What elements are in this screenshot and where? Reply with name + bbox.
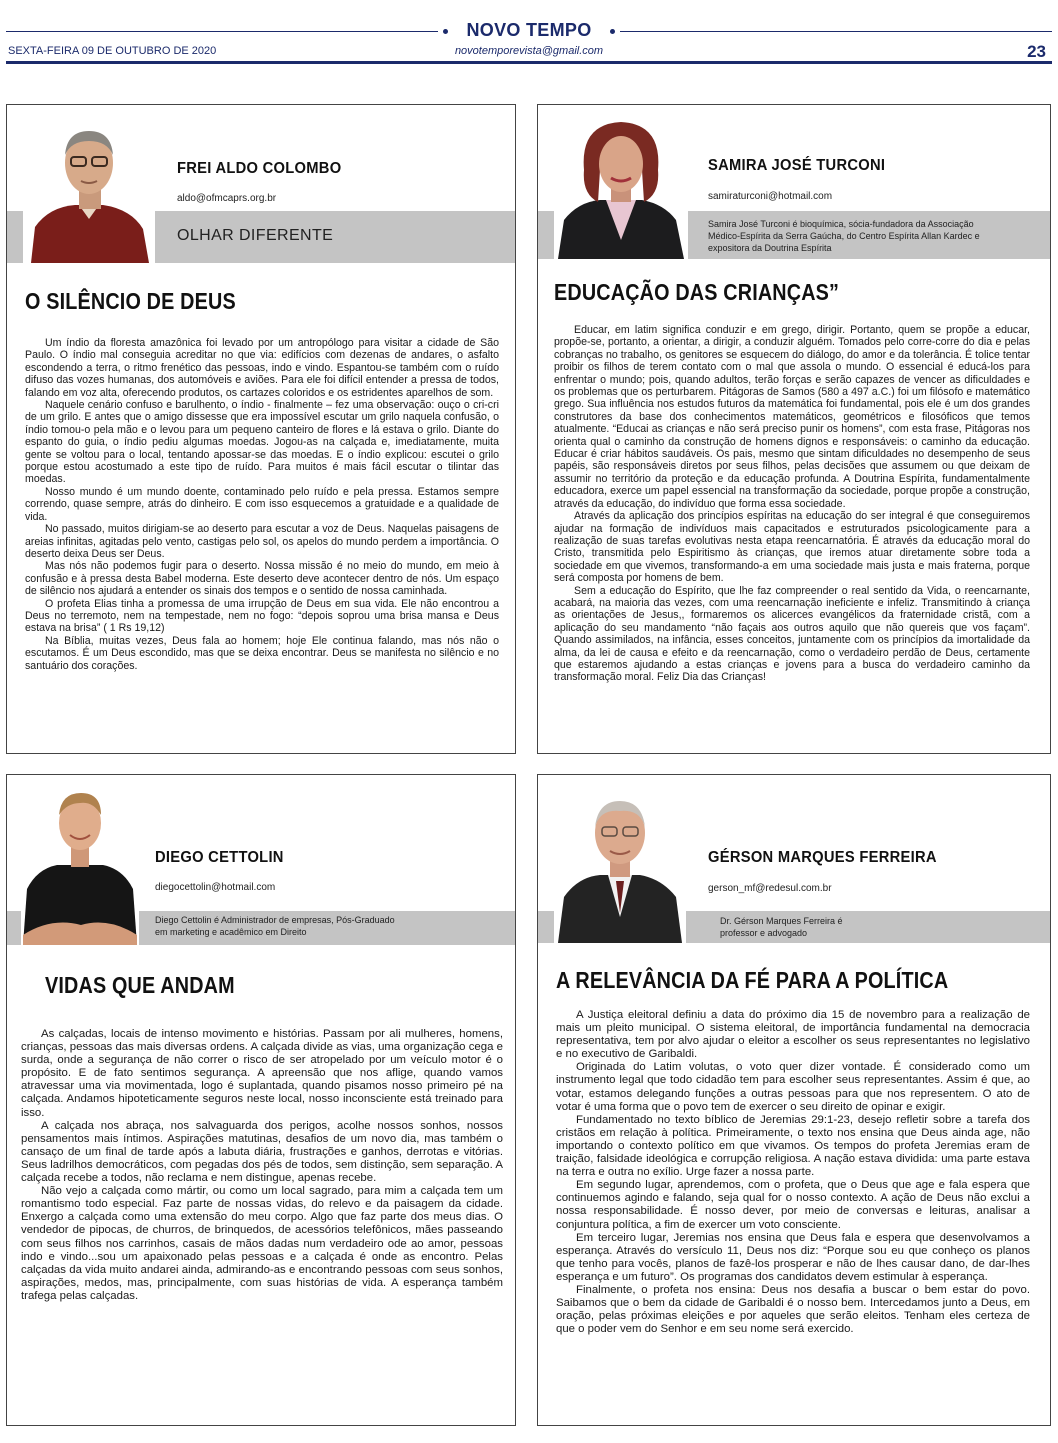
paragraph: Naquele cenário confuso e barulhento, o índio - finalmente – fez uma observação: ouço o cri-cri de um grilo. E antes que o amigo dissesse que era impossível escutar um grilo naquela confusão, o índio tomou-o pela mão e o levou para um pequeno canteiro de flores e lá estava o grilo. Diante do espanto do guia, o índio pediu algumas moedas. Jogou-as na calçada e, imediatamente, muita gente se voltou para o local, tentando apossar-se das moedas. E o índio explicou: escutei o grilo porque estou acostumado a este tipo de ruído. Para muitos é mais fácil escutar o tilintar das moedas. [25,399,499,486]
publication-title: NOVO TEMPO [462,20,595,40]
paragraph: As calçadas, locais de intenso movimento e histórias. Passam por ali mulheres, homens, crianças, pessoas das mais diversas ordens. A calçada divide as vias, uma organização cega e surda, onde a segurança de não correr o risco de ser atropelado por um veículo motor é o propósito. E de fato sentimos segurança. A apreensão que nos aflige, quando vamos atravessar uma via movimentada, logo é suplantada, quando pisamos nosso primeiro pé na calçada. Andamos hipoteticamente seguros neste local, nosso inconsciente está treinado para isso. [21,1028,503,1119]
article-headline: EDUCAÇÃO DAS CRIANÇAS” [554,279,840,305]
paragraph: Em terceiro lugar, Jeremias nos ensina que Deus fala e espera que desenvolvamos a esperança. Através do versículo 11, Deus nos diz: “Porque sou eu que conheço os planos que tenho para vocês, planos de fazê-los prosperar e não de lhes causar dano, de dar-lhes esperança e um futuro”. Os programas dos candidatos devem estimular à esperança. [556,1231,1030,1283]
author-name: FREI ALDO COLOMBO [177,160,342,177]
paragraph: Através da aplicação dos princípios espíritas na educação do ser integral é que conseguiremos ajudar na formação de indivíduos mais capacitados e estruturados psicologicamente para a realização de suas tarefas evolutivas nesta etapa reencarnatória. É através da educação moral do Cristo, transmitida pelo Espiritismo às crianças, que iremos atuar diretamente sobre toda a sociedade em que vivemos, transformando-a em uma sociedade mais justa e mais fraterna, porque será composta por homens de bem. [554,510,1030,585]
article-relevancia-da-fe [537,774,1051,1426]
article-headline: O SILÊNCIO DE DEUS [25,288,236,314]
paragraph: Não vejo a calçada como mártir, ou como um local sagrado, para mim a calçada tem um romantismo todo especial. Faz parte de nossas vidas, do relevo e da paisagem da cidade. Enxergo a calçada como uma extensão do meu corpo. Algo que faz parte dos meus dias. O vendedor de pipocas, de churros, de brinquedos, de acessórios telefônicos, mães passeando com seus filhos nos carrinhos, casais de mãos dadas num verdadeiro ode ao amor, pessoas indo e vindo...sou um apaixonado pelas pessoas e a calçada é onde as encontro. Pelas calçadas da vida muito andarei ainda, admirando-as e encontrando pessoas com seus sonhos, aspirações, medos, mas, principalmente, com suas histórias de vida. A esperança também trafega pelas calçadas. [21,1185,503,1302]
author-photo [554,787,686,943]
bullet-icon [443,29,448,34]
paragraph: Finalmente, o profeta nos ensina: Deus nos desafia a buscar o bem estar do povo. Saibamos que o bem da cidade de Garibaldi é o nosso bem. Intercedamos junto a Deus, em oração, pelas próximas eleições e por aqueles que serão eleitos. Tenham eles certeza de que o poder vem do Senhor e em seu nome será exercido. [556,1283,1030,1336]
article-educacao-das-criancas [537,104,1051,754]
author-bio: Diego Cettolin é Administrador de empresas, Pós-Graduado em marketing e acadêmico em Direito [155,915,395,937]
paragraph: Sem a educação do Espírito, que lhe faz compreender o real sentido da Vida, o reencarnante, acabará, na maioria das vezes, com uma reencarnação ineficiente e infeliz. Transmitindo à criança as orientações de Jesus,, formaremos os alicerces evangélicos da fraternidade cristã, com a aplicação do seu mandamento “não façais aos outros aquilo que não quereis que vos façam”. Quando assimilados, na infância, esses conceitos, juntamente com os princípios da imortalidade da alma, da lei de causa e efeito e da reencarnação, como o verdadeiro perdão de Deus, certamente que estaremos ajudando a estas crianças e jovens para a busca do verdadeiro caminho da transformação moral. Feliz Dia das Crianças! [554,584,1030,684]
article-headline: VIDAS QUE ANDAM [45,972,235,998]
paragraph: A calçada nos abraça, nos salvaguarda dos perigos, acolhe nossos sonhos, nossos pensamentos mais íntimos. Aspirações matutinas, desafios de um novo dia, mas também o cansaço de um final de tarde após a labuta diária, frustrações e ganhos, derrotas e vitórias. Seus ladrilhos democráticos, com pegadas dos pés de todos, sem distinção, sem separação. A calçada recebe a todos, não reclama e nem distingue, apenas recebe. [21,1119,503,1185]
article-headline: A RELEVÂNCIA DA FÉ PARA A POLÍTICA [556,967,949,993]
author-header [538,105,1050,259]
article-silencio-de-deus [6,104,516,754]
article-body [554,324,1030,684]
article-body [25,337,499,672]
author-email: aldo@ofmcaprs.org.br [177,193,277,204]
column-name: OLHAR DIFERENTE [177,227,334,244]
paragraph: Na Bíblia, muitas vezes, Deus fala ao homem; hoje Ele continua falando, mas nós não o escutamos. É um Deus escondido, mas que se deixa encontrar. Deus se manifesta no silêncio e no santuário dos corações. [25,634,499,672]
masthead [0,20,1058,41]
author-name: SAMIRA JOSÉ TURCONI [708,157,886,174]
masthead-divider [6,61,1052,64]
author-email: diegocettolin@hotmail.com [155,882,276,893]
author-header [7,775,515,945]
paragraph: Em segundo lugar, aprendemos, com o profeta, que o Deus que age e fala espera que continuemos agindo e falando, seja qual for o nosso contexto. A ação de Deus não exclui a nossa responsabilidade. É nosso dever, por meio de conversas e leituras, analisar a conjuntura política, a fim de exercer um voto consciente. [556,1179,1030,1231]
author-photo [23,119,155,263]
article-body [556,1009,1030,1336]
author-name: GÉRSON MARQUES FERREIRA [708,849,937,866]
author-email: samiraturconi@hotmail.com [708,191,833,202]
author-name: DIEGO CETTOLIN [155,849,284,866]
bullet-icon [610,29,615,34]
author-header [538,775,1050,943]
author-photo [21,785,139,945]
author-bio: Samira José Turconi é bioquímica, sócia-fundadora da Associação Médico-Espírita da Serra Gaúcha, do Centro Espírita Allan Kardec e expositora da Doutrina Espírita [708,219,980,253]
paragraph: Originada do Latim volutas, o voto quer dizer vontade. É considerado como um instrumento legal que todo cidadão tem para escolher seus representantes. Assim é que, ao votar, estamos delegando funções a outras pessoas para que nos representem. O ato de votar é uma forma que o povo tem de exercer o seu direito de opinar e exigir. [556,1061,1030,1113]
page-number: 23 [1027,42,1046,61]
author-photo [554,110,688,259]
article-vidas-que-andam [6,774,516,1426]
author-bio: Dr. Gérson Marques Ferreira é professor e advogado [720,916,843,938]
paragraph: Educar, em latim significa conduzir e em grego, dirigir. Portanto, quem se propõe a educar, propõe-se, portanto, a orientar, a dirigir, a conduzir alguém. Tomados pelo corre-corre do dia e pelas cobranças no trabalho, os genitores se esquecem do diálogo, do amor e da tolerância. É tolice tentar proibir os filhos de terem contato com o mal que assola o mundo. O essencial é educá-los para enfrentar o mundo; pois, quando adultos, terão forças e serão capazes de vencer as dificuldades e os problemas que os perturbarem. Pitágoras de Samos (580 a 497 a.C.) foi um filósofo e matemático grego. Sua influência nos estudos futuros da matemática foi fundamental, pois ele é um dos grandes construtores da base dos conhecimentos matemáticos, geométricos e filosóficos que temos atualmente. “Educai as crianças e não será preciso punir os homens”, com esta frase, Pitágoras nos orienta qual o caminho da construção de homens dignos e responsáveis: o caminho da educação. Educar é criar hábitos saudáveis. Os pais, mesmo que sintam dificuldades no desempenho de seus papéis, são responsáveis diretos por seus filhos, pelas decisões que assumem ou que deixam de assumir no território da proteção e da educação profunda. A Doutrina Espírita, fundamentalmente educadora, exerce um papel essencial na transformação da sociedade, porque propõe a construção, através da educação, do indivíduo que forma essa sociedade. [554,324,1030,510]
paragraph: A Justiça eleitoral definiu a data do próximo dia 15 de novembro para a realização de mais um pleito municipal. O sistema eleitoral, de importância fundamental na democracia representativa, tem por alvo ajudar o eleitor a escolher os seus representantes no legislativo e no executivo de Garibaldi. [556,1009,1030,1061]
paragraph: Nosso mundo é um mundo doente, contaminado pelo ruído e pela pressa. Estamos sempre correndo, quase sempre, atrás do dinheiro. E com isso esquecemos a gratuidade e a qualidade de vida. [25,485,499,523]
paragraph: O profeta Elias tinha a promessa de uma irrupção de Deus em sua vida. Ele não encontrou a Deus no terremoto, nem na tempestade, nem no fogo: “depois soprou uma brisa mansa e Deus estava na brisa” ( 1 Rs 19,12) [25,597,499,635]
article-body [21,1028,503,1303]
author-header [7,105,515,263]
paragraph: Mas nós não podemos fugir para o deserto. Nossa missão é no meio do mundo, em meio à confusão e à pressa desta Babel moderna. Este deserto deve acontecer dentro de nós. Um espaço de silêncio nos ajudará a entender os sinais dos tempos e o sentido de nossa caminhada. [25,560,499,598]
publication-email: novotemporevista@gmail.com [454,45,604,57]
issue-date: SEXTA-FEIRA 09 DE OUTUBRO DE 2020 [8,45,217,57]
paragraph: Um índio da floresta amazônica foi levado por um antropólogo para visitar a cidade de São Paulo. O índio mal conseguia acreditar no que via: edifícios com dezenas de andares, o asfalto escondendo a terra, o ritmo frenético das pessoas, indo e vindo. Espantou-se também com o ruído difuso das vozes humanas, dos automóveis e aviões. Para ele foi difícil entender a pressa de todos, falando em voz alta, oferecendo produtos, os cartazes coloridos e os estridentes aparelhos de som. [25,337,499,399]
author-email: gerson_mf@redesul.com.br [708,883,832,894]
paragraph: Fundamentado no texto bíblico de Jeremias 29:1-23, desejo refletir sobre a tarefa dos cristãos em relação à política. Primeiramente, o texto nos ensina que Deus ainda age, não importando o contexto político em que vivamos. Os tempos do profeta Jeremias eram de traição, falsidade ideológica e corrupção religiosa. A nação estava dividida: uma parte estava na terra e outra no exílio. Urge fazer a nossa parte. [556,1113,1030,1179]
paragraph: No passado, muitos dirigiam-se ao deserto para escutar a voz de Deus. Naquelas paisagens de areias infinitas, agitadas pelo vento, castigas pelo sol, os apelos do mundo perdem a importância. O deserto deixa Deus ser Deus. [25,523,499,560]
